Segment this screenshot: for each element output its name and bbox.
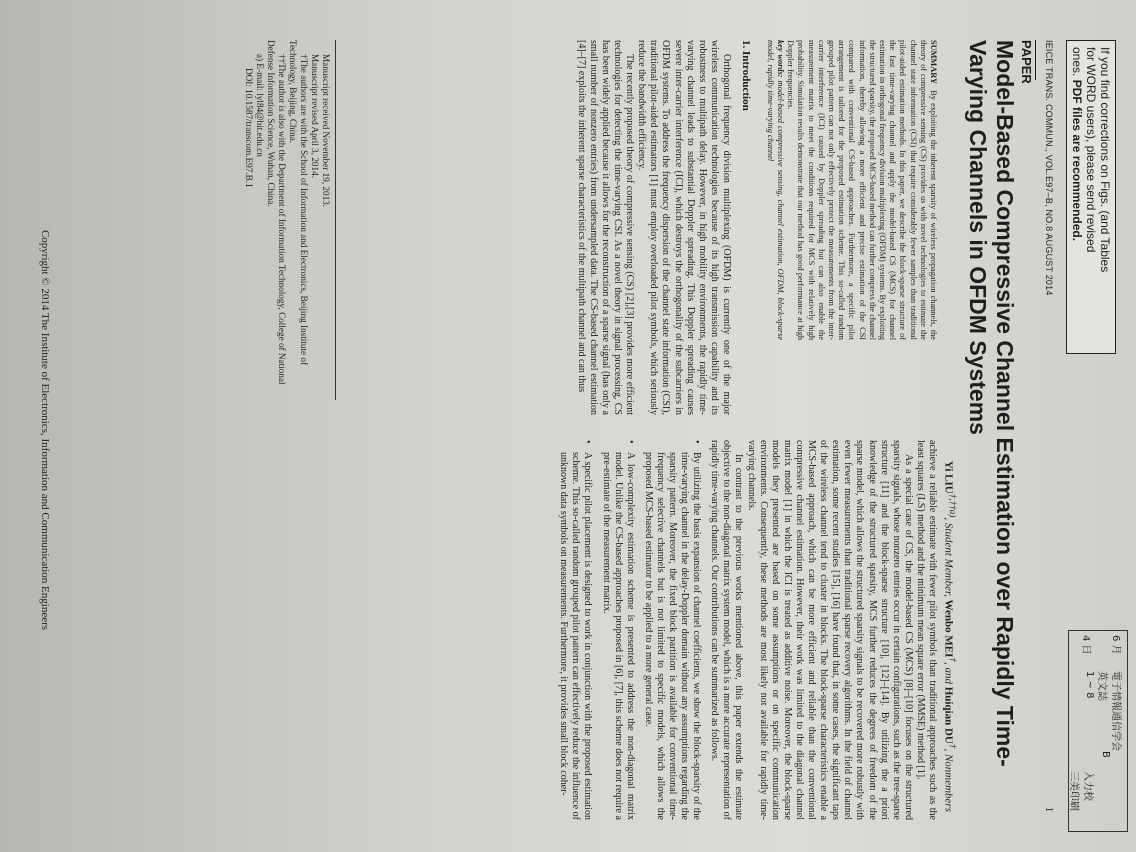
keywords [765, 40, 785, 340]
copyright-line: Copyright © 2014 The Institute of Electronics, Information and Communication Engineers [39, 229, 51, 631]
contribution-bullet-2: • A low-complexity estimation scheme is presented to address the non-diagonal matrix model. Unlike the CS-based approaches proposed in [6], [7], this scheme does not require a pre-estimate of the measurement matrix. [599, 440, 635, 820]
stamp-issue: B [1100, 751, 1111, 758]
stamp-v2: 三美印刷 [1068, 771, 1079, 811]
author-3-role: , Nonmembers [942, 748, 955, 812]
abstract-text: By exploiting the inherent sparsity of wireless propagation channels, the theory of compressive sensing (CS) provides us with novel technologies to estimate the channel state information (CSI) that require considerably fewer samples than traditional pilot-aided estimation methods. In this paper, we describe the block-sparse structure of the fast time-varying channel and apply the model-based CS (MCS) for channel estimation in orthogonal frequency division multiplexing (OFDM) systems. By exploiting the structured sparsity, the proposed MCS-based method can further compress the channel information, thereby allowing a more efficient and precise estimation of the CSI compared with conventional CS-based approaches. Furthermore, a specific pilot arrangement is tailored for the proposed estimation scheme. This so-called random grouped pilot pattern can not only effectively protect the measurements from the inter-carrier interference (ICI) caused by Doppler spreading but can also enable the measurement matrix to meet the conditions required for MCS with relatively high probability. Simulation results demonstrate that our method has good performance at high Doppler frequencies. [786, 40, 938, 340]
abstract-label: SUMMARY [929, 40, 938, 84]
footnote-affiliation-1: †The authors are with the School of Information and Electronics, Beijing Institute of Technology, Beijing, China. [288, 40, 309, 366]
author-3: Huiqian DU [942, 686, 955, 744]
footnote-doi: DOI: 10.1587/transcom.E97.B.1 [244, 68, 254, 188]
contribution-bullet-1: • By utilizing the basis expansion of channel coefficients, we show the block-sparsity of the time-varying channel in the delay-Doppler domain without any assumptions regarding the sparsity pattern. Moreover, the fixed block partition is available for conventional time-frequency selective channels but is not limited to specific models, which allows the proposed MCS-based estimator to be applied to a more general case. [642, 440, 702, 820]
stamp-day: 4 日 [1080, 635, 1091, 655]
notice-line-1: If you find corrections on Figs. (and Tables [1098, 47, 1112, 273]
author-2-sup: † [948, 657, 958, 662]
author-1-role: , Student Member, [942, 517, 955, 600]
author-1: Yi LIU [942, 460, 955, 494]
notice-line-3 [1070, 47, 1084, 347]
notice-line-2: for WORD users), please send revised [1084, 47, 1098, 253]
left-column [575, 40, 756, 415]
footnotes [243, 40, 336, 400]
right-paragraph-1: achieve a reliable estimate with fewer pilot symbols than traditional approaches such as the least squares (LS) method and the minimum mean square error (MMSE) method [1]. [914, 440, 938, 820]
stamp-month: 6 月 [1110, 635, 1121, 655]
author-2: Wenbo MEI [942, 599, 955, 658]
correction-notice [1066, 40, 1116, 354]
footnote-revised: Manuscript revised April 3, 2014. [310, 54, 320, 179]
running-header: IEICE TRANS. COMMUN., VOL.E97–B, NO.8 AUGUST 2014 [1044, 40, 1054, 296]
right-column [557, 440, 938, 820]
contribution-bullet-3: • A specific pilot placement is designed to work in conjunction with the proposed estimation scheme. This so-called random grouped pilot pattern can effectively reduce the influence of unknown data symbols on measurements. Furthermore, it provides small block coher- [557, 440, 593, 820]
stamp-org: 電子情報通信学会 [1110, 671, 1121, 751]
stamp-journal: 英文誌 [1096, 671, 1107, 701]
intro-paragraph-2: The recently proposed theory of compressive sensing (CS) [2],[3] provides more efficient technologies for detecting the time-varying CSI. As a novel theory in signal processing, CS has been widely applied because it allows for the reconstruction of a sparse signal (has only a small number of nonzero entries) from undersampled data. The CS-based channel estimation [4]–[7] exploits the inherent sparse characteristics of the multipath channel and can thus [575, 40, 636, 415]
abstract [765, 40, 938, 340]
keywords-text: model-based compressive sensing, channel estimation, OFDM, block-sparse model, rapidly time-varying channel [765, 40, 785, 341]
paper-title: Model-Based Compressive Channel Estimation over Rapidly Time-Varying Channels in OFDM Systems [965, 40, 1018, 767]
footnote-received: Manuscript received November 19, 2013. [321, 54, 331, 208]
journal-stamp [1068, 630, 1128, 832]
keywords-label: key words: [775, 40, 785, 78]
right-paragraph-3: In contrast to the previous works mentioned above, this paper extends the estimate objective to the non-diagonal matrix system model, which is a more accurate representation of rapidly time-varying channels. Our contributions can be summarized as follows. [709, 440, 745, 820]
author-1-sup: †,††a) [948, 493, 958, 518]
page-number: 1 [1043, 807, 1054, 812]
author-line [942, 461, 958, 812]
footnote-affiliation-2: ††The author is also with the Department of Information Technology, College of National Defense Information Science, Wuhan, China. [266, 40, 287, 385]
intro-paragraph-1: Orthogonal frequency division multiplexing (OFDM) is currently one of the major wireless communication technologies because of its high transmission capability and its robustness to multipath delay. However, in high mobility environments, the rapidly time-varying channel leads to substantial Doppler spreading. This Doppler spreading causes severe inter-carrier interference (ICI), which destroys the orthogonality of the subcarriers in OFDM systems. To address the frequency dispersion of the channel state information (CSI), traditional pilot-aided estimators [1] must employ overloaded pilot symbols, which seriously reduce the bandwidth efficiency. [636, 40, 732, 415]
author-3-sup: † [948, 743, 958, 749]
notice-line-3a: ones. [1070, 47, 1084, 80]
author-2-role: , and [942, 661, 955, 687]
footnote-email: a) E-mail: lyl84@bit.edu.cn [255, 54, 265, 157]
stamp-range: 1 ~ 8 [1084, 671, 1095, 699]
stamp-v1: 入力校 [1082, 771, 1093, 801]
paper-tag: PAPER [1019, 40, 1034, 84]
notice-line-3b: PDF files are recommended. [1070, 79, 1084, 242]
section-heading-intro: 1. Introduction [740, 40, 752, 111]
right-paragraph-2: As a special case of CS, the model-based CS (MCS) [8]–[10] focuses on the structured sparsity signals, whose nonzero entries occur in certain configurations, such as the tree-sparse structure [11] and the block-sparse structure [10], [12]–[14]. By utilizing the a priori knowledge of the structured sparsity, MCS further reduces the degrees of freedom of the sparse model, which allows the structured sparsity signals to be recovered more robustly with even fewer measurements than traditional sparse recovery algorithms. In the field of channel estimation, some recent studies [15], [16] have found that, in some cases, the significant taps of the wireless channel tend to cluster in blocks. The block-sparse characteristics enable a MCS-based approach, which can be more efficient and reliable than the conventional compressive channel estimation. However, their work was limited to the diagonal channel matrix model [1] in which the ICI is treated as additive noise. Moreover, the block-sparse models they presented are based on some assumptions or on specific communication environments. Consequently, these methods are most likely not available for rapidly time-varying channels. [745, 440, 914, 820]
